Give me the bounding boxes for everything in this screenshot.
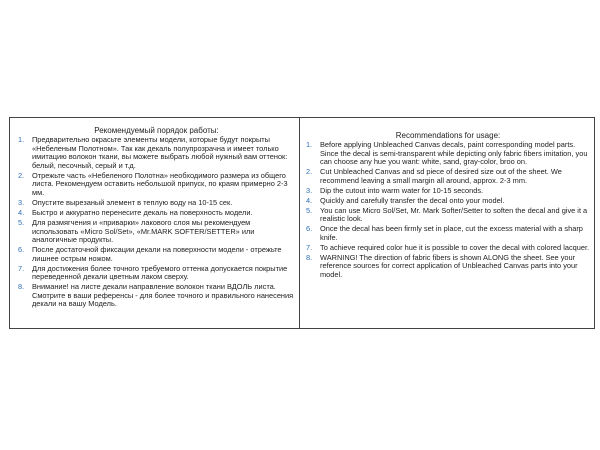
instruction-sheet [9, 117, 595, 329]
step-number: 3. [306, 185, 313, 195]
right-step-item [306, 207, 590, 224]
step-text: Once the decal has been firmly set in place, cut the excess material with a sharp knife. [320, 224, 583, 242]
right-step-item [306, 187, 590, 196]
english-instructions-column [300, 118, 594, 328]
step-number: 5. [306, 205, 313, 215]
step-number: 1. [18, 135, 25, 144]
step-number: 7. [306, 242, 313, 252]
right-step-item [306, 168, 590, 185]
step-text: Для размягчения и «приварки» лакового слоя мы рекомендуем использовать «Micro Sol/Set», «Mr.MARK SOFTER/SETTER» или аналогичные продукты. [32, 217, 255, 245]
left-step-item [18, 283, 295, 309]
left-step-item [18, 219, 295, 245]
step-text: You can use Micro Sol/Set, Mr. Mark Softer/Setter to soften the decal and give it a realistic look. [320, 205, 588, 224]
russian-instructions-title: Рекомендуемый порядок работы: [94, 126, 219, 135]
right-step-item [306, 197, 590, 206]
step-text: Quickly and carefully transfer the decal onto your model. [320, 195, 505, 205]
step-number: 8. [18, 282, 25, 292]
english-steps-list [306, 141, 590, 280]
step-number: 5. [18, 217, 25, 227]
step-text: WARNING! The direction of fabric fibers is shown ALONG the sheet. See your reference sources for correct application of Unbleached Canvas parts into your model. [320, 252, 578, 280]
english-instructions-title: Recommendations for usage: [395, 131, 501, 140]
step-text: To achieve required color hue it is possible to cover the decal with colored lacquer. [320, 242, 590, 252]
step-number: 4. [306, 195, 313, 205]
step-number: 6. [306, 224, 313, 234]
russian-instructions-column [10, 118, 300, 328]
step-text: Опустите вырезаный элемент в теплую воду на 10-15 сек. [32, 197, 233, 207]
step-number: 7. [18, 263, 25, 273]
left-step-item [18, 265, 295, 282]
right-step-item [306, 141, 590, 167]
step-text: После достаточной фиксации декали на поверхности модели - отрежьте лишнее острым ножом. [32, 245, 282, 263]
step-text: Быстро и аккуратно перенесите декаль на поверхность модели. [32, 207, 253, 217]
step-text: Для достижения более точного требуемого оттенка допускается покрытие переведенной декали цветным лаком сверху. [32, 263, 288, 282]
left-step-item [18, 199, 295, 208]
step-number: 2. [306, 167, 313, 177]
step-text: Cut Unbleached Canvas and sd piece of desired size out of the sheet. We recommend leaving a small margin all around, approx. 2-3 mm. [320, 167, 562, 185]
left-step-item [18, 209, 295, 218]
left-step-item [18, 136, 295, 170]
step-text: Отрежьте часть «Небеленого Полотна» необходимого размера из общего листа. Рекомендуем оставить небольшой припуск, по краям примерно 2-3 мм. [32, 170, 288, 197]
left-step-item [18, 172, 295, 198]
russian-steps-list [18, 136, 295, 309]
step-text: Dip the cutout into warm water for 10-15 seconds. [320, 185, 484, 195]
step-number: 1. [306, 140, 313, 149]
step-text: Before applying Unbleached Canvas decals, paint corresponding model parts. Since the decal is semi-transparent while depicting only fabric fibers imitation, you can choose any hue you want: white, sand, gray-color, broo on. [320, 140, 588, 167]
step-number: 4. [18, 207, 25, 217]
left-step-item [18, 246, 295, 263]
right-step-item [306, 244, 590, 253]
step-number: 8. [306, 252, 313, 262]
step-text: Предварительно окрасьте элементы модели, которые будут покрыты «Небеленым Полотном». Так как декаль полупрозрачна и имеет только имитацию волокон ткани, вы можете выбрать любой нужный вам оттенок: белый, песочный, серый и т.д. [32, 135, 288, 170]
step-number: 3. [18, 197, 25, 207]
step-number: 2. [18, 170, 25, 180]
right-step-item [306, 225, 590, 242]
right-step-item [306, 254, 590, 280]
step-text: Внимание! на листе декали направление волокон ткани ВДОЛЬ листа. Смотрите в ваши референсы - для более точного и правильного нанесения декали на вашу Модель. [32, 282, 294, 309]
step-number: 6. [18, 245, 25, 255]
